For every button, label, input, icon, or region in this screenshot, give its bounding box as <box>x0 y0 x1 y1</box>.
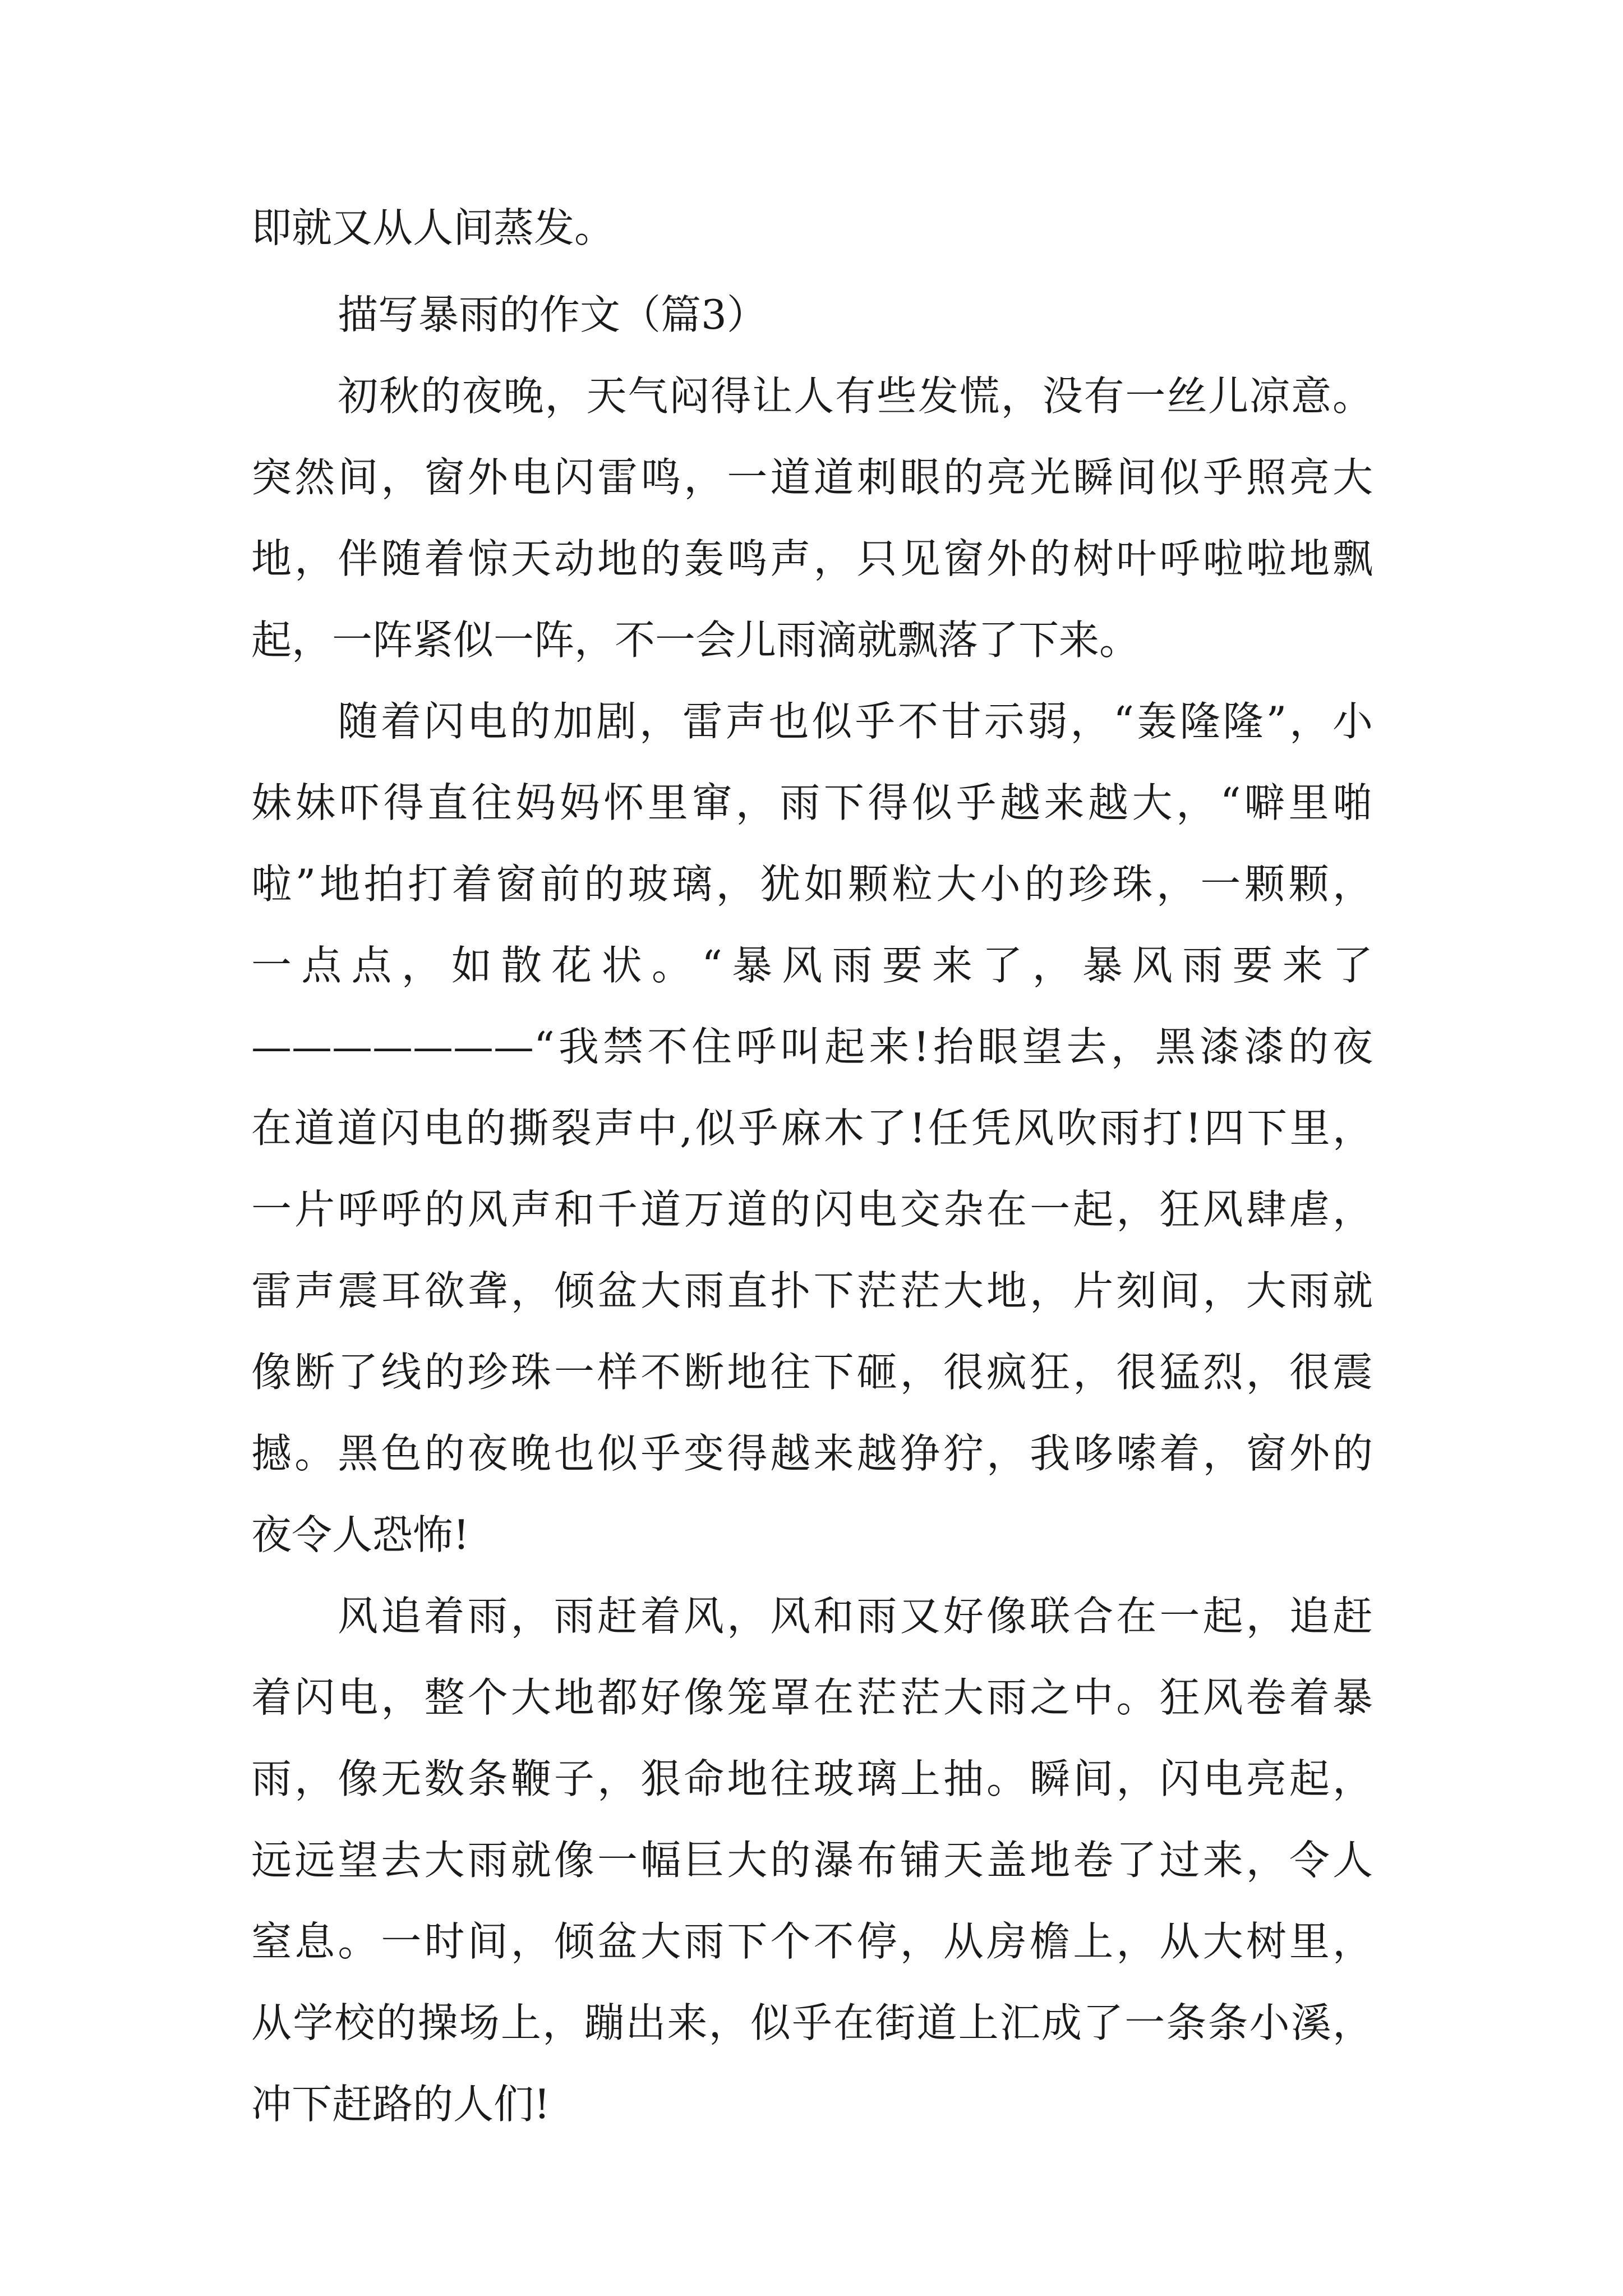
paragraph-line: 起，一阵紧似一阵，不一会儿雨滴就飘落了下来。 <box>251 616 1140 664</box>
paragraph-line: 风追着雨，雨赶着风，风和雨又好像联合在一起，追赶 <box>338 1593 1373 1640</box>
paragraph-line: 像断了线的珍珠一样不断地往下砸，很疯狂，很猛烈，很震 <box>251 1349 1373 1396</box>
paragraph-line: 从学校的操场上，蹦出来，似乎在街道上汇成了一条条小溪， <box>251 1999 1373 2046</box>
paragraph-line: 夜令人恐怖! <box>251 1511 469 1558</box>
paragraph-line: 初秋的夜晚，天气闷得让人有些发慌，没有一丝儿凉意。 <box>338 372 1373 420</box>
paragraph-line: 一点点，如散花状。“暴风雨要来了，暴风雨要来了 <box>251 942 1373 989</box>
paragraph-line: 突然间，窗外电闪雷鸣，一道道刺眼的亮光瞬间似乎照亮大 <box>251 454 1373 501</box>
paragraph-line: 冲下赶路的人们! <box>251 2081 550 2128</box>
paragraph-line: 窒息。一时间，倾盆大雨下个不停，从房檐上，从大树里， <box>251 1918 1373 1965</box>
paragraph-line: 啦”地拍打着窗前的玻璃，犹如颗粒大小的珍珠，一颗颗， <box>251 861 1373 908</box>
section-heading: 描写暴雨的作文（篇3） <box>338 291 767 338</box>
paragraph-line: ———————“我禁不住呼叫起来!抬眼望去，黑漆漆的夜 <box>251 1023 1373 1070</box>
paragraph-line: 妹妹吓得直往妈妈怀里窜，雨下得似乎越来越大，“噼里啪 <box>251 779 1373 826</box>
paragraph-line: 在道道闪电的撕裂声中,似乎麻木了!任凭风吹雨打!四下里， <box>251 1105 1373 1152</box>
text-line: 即就又从人间蒸发。 <box>251 204 615 251</box>
paragraph-line: 着闪电，整个大地都好像笼罩在茫茫大雨之中。狂风卷着暴 <box>251 1674 1373 1721</box>
paragraph-line: 地，伴随着惊天动地的轰鸣声，只见窗外的树叶呼啦啦地飘 <box>251 535 1373 582</box>
paragraph-line: 随着闪电的加剧，雷声也似乎不甘示弱，“轰隆隆”，小 <box>338 698 1373 745</box>
paragraph-line: 远远望去大雨就像一幅巨大的瀑布铺天盖地卷了过来，令人 <box>251 1837 1373 1884</box>
paragraph-line: 一片呼呼的风声和千道万道的闪电交杂在一起，狂风肆虐， <box>251 1186 1373 1233</box>
paragraph-line: 雨，像无数条鞭子，狠命地往玻璃上抽。瞬间，闪电亮起， <box>251 1755 1373 1802</box>
paragraph-line: 雷声震耳欲聋，倾盆大雨直扑下茫茫大地，片刻间，大雨就 <box>251 1267 1373 1314</box>
paragraph-line: 撼。黑色的夜晚也似乎变得越来越狰狞，我哆嗦着，窗外的 <box>251 1430 1373 1477</box>
